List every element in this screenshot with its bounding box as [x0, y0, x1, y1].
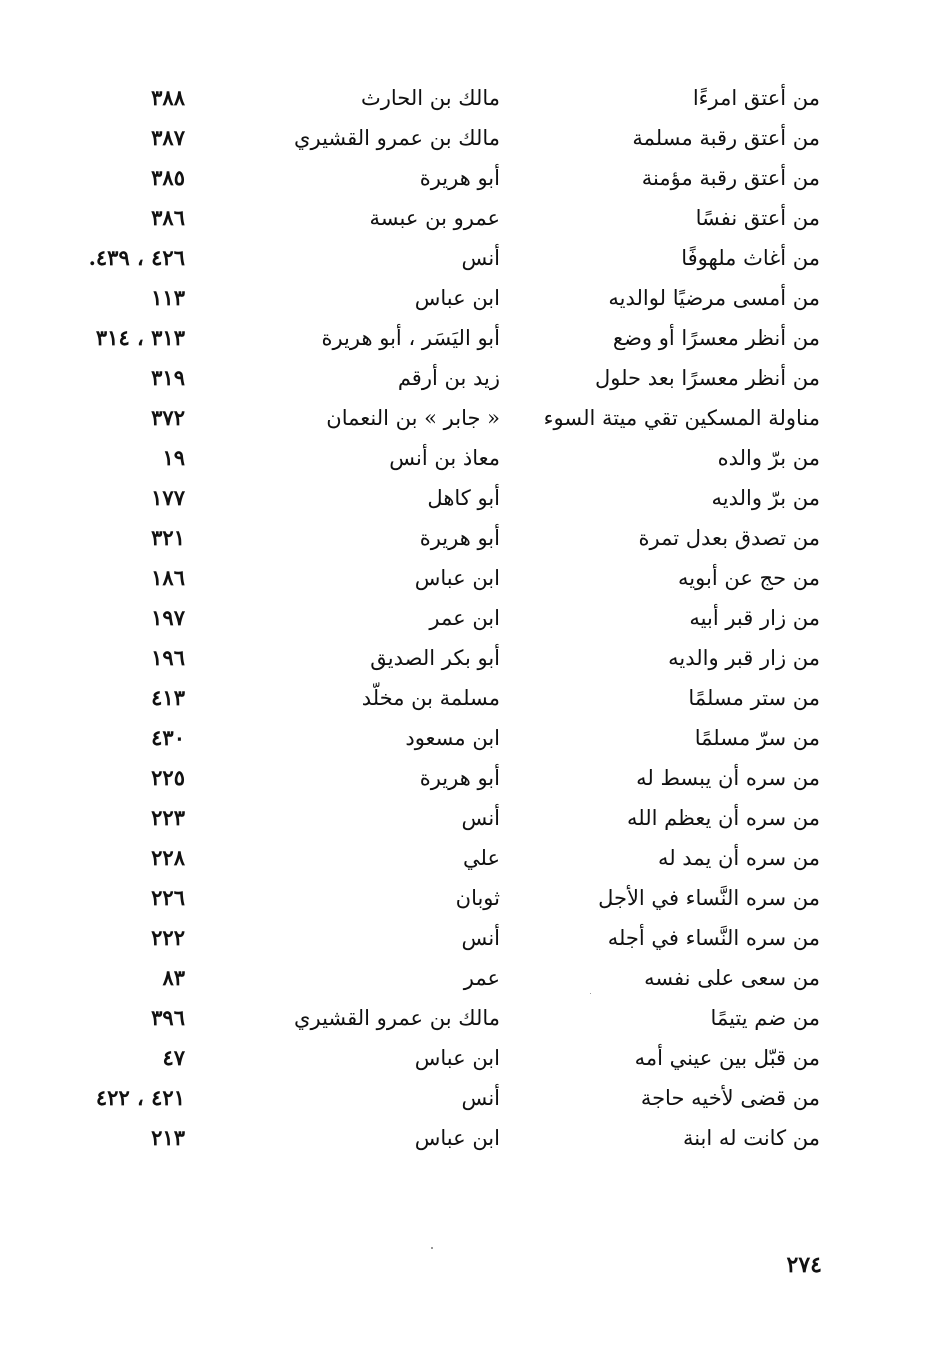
hadith-text: من ستر مسلمًا — [688, 686, 820, 710]
hadith-text: من أمسى مرضيًا لوالديه — [608, 286, 820, 310]
page-reference: ٤٢٦ ، ٤٣٩. — [88, 245, 185, 270]
index-row — [60, 1078, 820, 1118]
page-number: ٢٧٤ — [786, 1252, 822, 1278]
index-row — [60, 238, 820, 278]
index-row — [60, 878, 820, 918]
page-reference: ١٩٧ — [151, 605, 185, 630]
narrator-name: أنس — [461, 246, 500, 270]
narrator-name: مسلمة بن مخلّد — [361, 686, 500, 710]
index-row — [60, 78, 820, 118]
narrator-name: ابن عمر — [429, 606, 500, 630]
hadith-text: من حج عن أبويه — [678, 566, 820, 590]
page-reference: ٢١٣ — [151, 1125, 185, 1150]
index-row — [60, 758, 820, 798]
hadith-text: من أنظر معسرًا بعد حلول — [594, 366, 820, 390]
page-reference: ٣٢١ — [151, 525, 185, 550]
page-reference: ١٩٦ — [151, 645, 185, 670]
index-row — [60, 958, 820, 998]
hadith-text: مناولة المسكين تقي ميتة السوء — [543, 406, 820, 430]
index-row — [60, 838, 820, 878]
page-reference: ٣٨٧ — [151, 125, 185, 150]
hadith-text: من ضم يتيمًا — [710, 1006, 820, 1030]
narrator-name: أبو هريرة — [419, 766, 500, 790]
hadith-text: من زار قبر والديه — [668, 646, 820, 670]
page-reference: ١٩ — [162, 445, 185, 470]
hadith-text: من أنظر معسرًا أو وضع — [612, 326, 820, 350]
narrator-name: عمرو بن عبسة — [369, 206, 500, 230]
index-row — [60, 478, 820, 518]
index-row — [60, 398, 820, 438]
hadith-text: من سعى على نفسه — [644, 966, 820, 990]
page-reference: ١٨٦ — [151, 565, 185, 590]
narrator-name: مالك بن الحارث — [360, 86, 500, 110]
index-row — [60, 198, 820, 238]
hadith-text: من برّ والده — [717, 446, 820, 470]
index-row — [60, 718, 820, 758]
hadith-text: من قبّل بين عيني أمه — [634, 1046, 820, 1070]
hadith-text: من زار قبر أبيه — [689, 606, 820, 630]
hadith-text: من أعتق رقبة مؤمنة — [641, 166, 820, 190]
narrator-name: زيد بن أرقم — [397, 366, 500, 390]
index-row — [60, 278, 820, 318]
narrator-name: ابن مسعود — [405, 726, 500, 750]
narrator-name: ابن عباس — [414, 1046, 500, 1070]
index-row — [60, 598, 820, 638]
index-row — [60, 438, 820, 478]
narrator-name: أبو اليَسَر ، أبو هريرة — [321, 326, 500, 350]
scan-speck — [590, 993, 591, 994]
narrator-name: مالك بن عمرو القشيري — [294, 1006, 500, 1030]
index-row — [60, 638, 820, 678]
index-row — [60, 518, 820, 558]
page-reference: ٨٣ — [162, 965, 185, 990]
page-reference: ٤١٣ — [151, 685, 185, 710]
page-reference: ٢٢٨ — [151, 845, 185, 870]
hadith-text: من سره أن يبسط له — [636, 766, 820, 790]
page-reference: ٤٣٠ — [151, 725, 185, 750]
page-reference: ٣١٩ — [151, 365, 185, 390]
page-reference: ٢٢٢ — [151, 925, 185, 950]
index-row — [60, 318, 820, 358]
index-row — [60, 678, 820, 718]
hadith-text: من تصدق بعدل تمرة — [638, 526, 820, 550]
page-reference: ٢٢٦ — [151, 885, 185, 910]
narrator-name: ابن عباس — [414, 566, 500, 590]
page-reference: ٢٢٣ — [151, 805, 185, 830]
narrator-name: أبو هريرة — [419, 526, 500, 550]
narrator-name: مالك بن عمرو القشيري — [294, 126, 500, 150]
narrator-name: أبو بكر الصديق — [370, 646, 500, 670]
index-row — [60, 158, 820, 198]
index-row — [60, 1038, 820, 1078]
hadith-text: من برّ والديه — [711, 486, 820, 510]
hadith-text: من كانت له ابنة — [682, 1126, 820, 1150]
narrator-name: « جابر » بن النعمان — [326, 406, 500, 430]
page-reference: ٣٨٥ — [151, 165, 185, 190]
narrator-name: ثوبان — [455, 886, 500, 910]
narrator-name: معاذ بن أنس — [389, 446, 500, 470]
narrator-name: ابن عباس — [414, 286, 500, 310]
page-reference: ٣٨٨ — [151, 85, 185, 110]
hadith-text: من سره النَّساء في الأجل — [598, 886, 820, 910]
index-row — [60, 798, 820, 838]
index-row — [60, 1118, 820, 1158]
page-reference: ١٧٧ — [151, 485, 185, 510]
narrator-name: أبو كاهل — [427, 486, 500, 510]
hadith-text: من سرّ مسلمًا — [694, 726, 820, 750]
page-reference: ٣٧٢ — [151, 405, 185, 430]
index-row — [60, 558, 820, 598]
index-row — [60, 358, 820, 398]
hadith-text: من سره أن يمد له — [657, 846, 820, 870]
hadith-text: من أعتق امرءًا — [692, 86, 820, 110]
narrator-name: أنس — [461, 806, 500, 830]
page-reference: ٣١٣ ، ٣١٤ — [95, 325, 185, 350]
page-reference: ٣٨٦ — [151, 205, 185, 230]
hadith-text: من سره أن يعظم الله — [627, 806, 820, 830]
page-reference: ٤٢١ ، ٤٢٢ — [95, 1085, 185, 1110]
index-row — [60, 998, 820, 1038]
hadith-text: من قضى لأخيه حاجة — [640, 1086, 820, 1110]
narrator-name: عمر — [463, 966, 500, 990]
page-reference: ٢٢٥ — [151, 765, 185, 790]
index-row — [60, 118, 820, 158]
page-reference: ١١٣ — [151, 285, 185, 310]
narrator-name: أبو هريرة — [419, 166, 500, 190]
hadith-text: من أغاث ملهوفًا — [681, 246, 820, 270]
page-reference: ٣٩٦ — [151, 1005, 185, 1030]
narrator-name: علي — [463, 846, 500, 870]
hadith-text: من سره النَّساء في أجله — [607, 926, 820, 950]
narrator-name: أنس — [461, 926, 500, 950]
scan-speck — [431, 1247, 433, 1249]
page-reference: ٤٧ — [162, 1045, 185, 1070]
hadith-text: من أعتق رقبة مسلمة — [632, 126, 820, 150]
hadith-index-table — [60, 78, 820, 1158]
narrator-name: أنس — [461, 1086, 500, 1110]
hadith-text: من أعتق نفسًا — [695, 206, 820, 230]
index-row — [60, 918, 820, 958]
narrator-name: ابن عباس — [414, 1126, 500, 1150]
